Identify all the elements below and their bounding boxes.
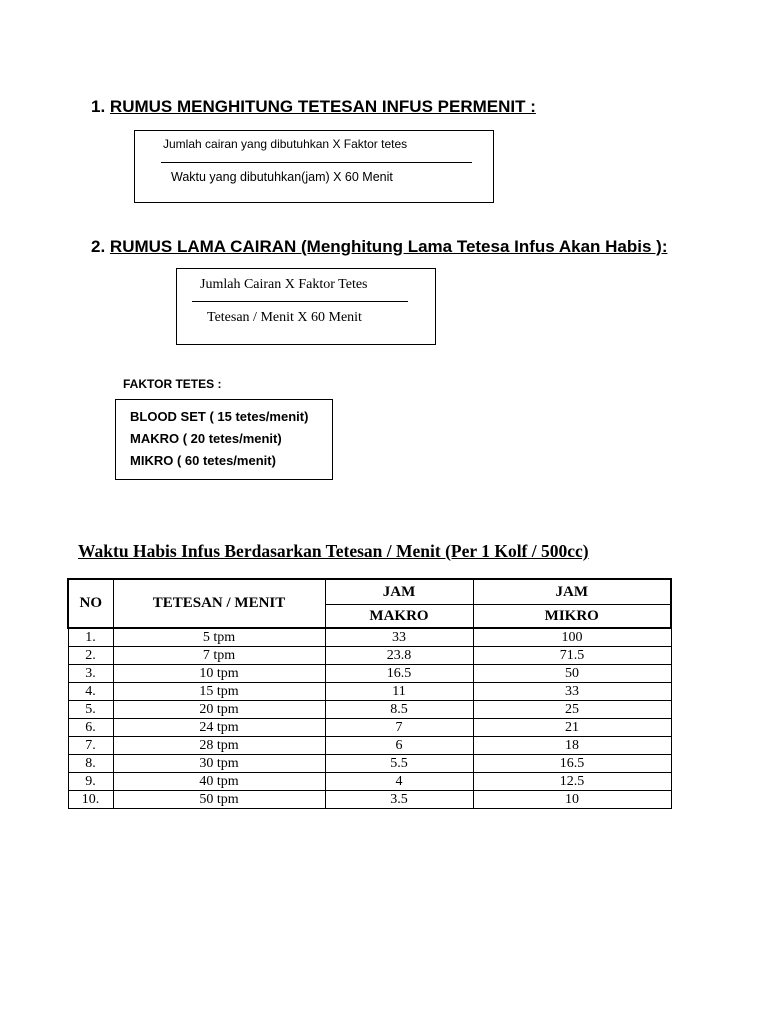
row-makro: 33: [325, 628, 473, 647]
formula1-denominator: Waktu yang dibutuhkan(jam) X 60 Menit: [171, 170, 393, 184]
formula1-numerator: Jumlah cairan yang dibutuhkan X Faktor tetes: [163, 137, 408, 151]
formula2-denominator: Tetesan / Menit X 60 Menit: [207, 310, 362, 325]
row-makro: 4: [325, 773, 473, 791]
table-row: [68, 755, 671, 773]
row-makro: 3.5: [325, 791, 473, 809]
faktor-item-mikro: MIKRO ( 60 tetes/menit): [130, 453, 276, 468]
infusion-time-table: [67, 578, 672, 809]
row-makro: 8.5: [325, 701, 473, 719]
row-no: 3.: [68, 665, 113, 683]
row-tetesan: 7 tpm: [113, 647, 325, 665]
formula2-numerator: Jumlah Cairan X Faktor Tetes: [200, 277, 368, 292]
row-tetesan: 28 tpm: [113, 737, 325, 755]
header-no: NO: [68, 579, 113, 628]
row-makro: 5.5: [325, 755, 473, 773]
table-row: [68, 701, 671, 719]
row-makro: 6: [325, 737, 473, 755]
row-tetesan: 15 tpm: [113, 683, 325, 701]
section2-heading: [91, 237, 667, 257]
row-mikro: 25: [473, 701, 671, 719]
table-row: [68, 737, 671, 755]
row-makro: 16.5: [325, 665, 473, 683]
row-mikro: 12.5: [473, 773, 671, 791]
formula1-fraction-line: [161, 162, 472, 163]
row-no: 10.: [68, 791, 113, 809]
row-mikro: 33: [473, 683, 671, 701]
faktor-item-blood-set: BLOOD SET ( 15 tetes/menit): [130, 409, 309, 424]
header-mikro: MIKRO: [473, 605, 671, 629]
row-makro: 7: [325, 719, 473, 737]
formula2-fraction-line: [192, 301, 408, 302]
table-row: [68, 628, 671, 647]
row-tetesan: 50 tpm: [113, 791, 325, 809]
row-tetesan: 30 tpm: [113, 755, 325, 773]
row-mikro: 71.5: [473, 647, 671, 665]
table-row: [68, 647, 671, 665]
row-no: 2.: [68, 647, 113, 665]
row-mikro: 10: [473, 791, 671, 809]
table-row: [68, 719, 671, 737]
table-row: [68, 791, 671, 809]
row-no: 8.: [68, 755, 113, 773]
table-row: [68, 665, 671, 683]
row-tetesan: 20 tpm: [113, 701, 325, 719]
row-no: 4.: [68, 683, 113, 701]
row-no: 7.: [68, 737, 113, 755]
row-tetesan: 24 tpm: [113, 719, 325, 737]
row-tetesan: 10 tpm: [113, 665, 325, 683]
section2-title: RUMUS LAMA CAIRAN (Menghitung Lama Tetesa Infus Akan Habis ):: [109, 237, 668, 256]
row-makro: 23.8: [325, 647, 473, 665]
row-no: 5.: [68, 701, 113, 719]
row-no: 6.: [68, 719, 113, 737]
row-mikro: 50: [473, 665, 671, 683]
row-no: 9.: [68, 773, 113, 791]
table-row: [68, 683, 671, 701]
section2-number: 2.: [91, 237, 106, 256]
header-jam-makro: JAM: [325, 579, 473, 605]
row-mikro: 100: [473, 628, 671, 647]
table-title: Waktu Habis Infus Berdasarkan Tetesan / Menit (Per 1 Kolf / 500cc): [78, 541, 589, 561]
section1-heading: [91, 97, 536, 117]
row-makro: 11: [325, 683, 473, 701]
row-mikro: 18: [473, 737, 671, 755]
header-makro: MAKRO: [325, 605, 473, 629]
faktor-item-makro: MAKRO ( 20 tetes/menit): [130, 431, 282, 446]
header-jam-mikro: JAM: [473, 579, 671, 605]
table-body: [68, 628, 671, 809]
faktor-tetes-list: [130, 406, 308, 472]
row-tetesan: 40 tpm: [113, 773, 325, 791]
row-mikro: 16.5: [473, 755, 671, 773]
header-tetesan: TETESAN / MENIT: [113, 579, 325, 628]
section1-number: 1.: [91, 97, 106, 116]
row-mikro: 21: [473, 719, 671, 737]
row-no: 1.: [68, 628, 113, 647]
section1-title: RUMUS MENGHITUNG TETESAN INFUS PERMENIT :: [109, 97, 536, 116]
faktor-tetes-label: FAKTOR TETES :: [123, 377, 222, 391]
table-row: [68, 773, 671, 791]
row-tetesan: 5 tpm: [113, 628, 325, 647]
